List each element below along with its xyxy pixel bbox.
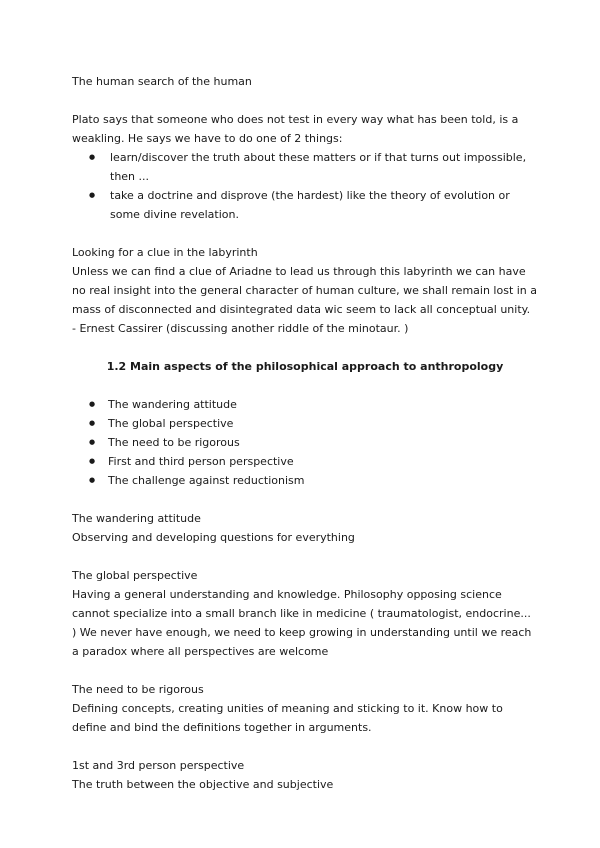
plato-list	[72, 148, 538, 224]
rigorous-section	[72, 680, 538, 737]
cassirer-attribution: - Ernest Cassirer (discussing another riddle of the minotaur. )	[72, 322, 409, 335]
list-item: ● First and third person perspective	[72, 452, 538, 471]
global-section	[72, 566, 538, 661]
person-heading: 1st and 3rd person perspective	[72, 759, 245, 772]
list-item: ● The need to be rigorous	[72, 433, 538, 452]
wandering-text: Observing and developing questions for everything	[72, 531, 355, 544]
list-item: ● learn/discover the truth about these matters or if that turns out impossible, then ...	[72, 148, 538, 186]
list-item: ● The challenge against reductionism	[72, 471, 538, 490]
rigorous-heading: The need to be rigorous	[72, 683, 204, 696]
person-section	[72, 756, 538, 794]
document-page	[72, 72, 538, 794]
wandering-heading: The wandering attitude	[72, 512, 201, 525]
aspects-list	[72, 395, 538, 490]
doc-title: The human search of the human	[72, 75, 252, 88]
cassirer-quote: Unless we can find a clue of Ariadne to lead us through this labyrinth we can have no real insight into the general character of human culture, we shall remain lost in a mass of disconnected and disintegrated data wic seem to lack all conceptual unity.	[72, 265, 538, 316]
section-heading: 1.2 Main aspects of the philosophical approach to anthropology	[106, 360, 504, 373]
list-item: ● take a doctrine and disprove (the hardest) like the theory of evolution or some divine revelation.	[72, 186, 538, 224]
global-text: Having a general understanding and knowledge. Philosophy opposing science cannot specialize into a small branch like in medicine ( traumatologist, endocrine... ) We never have enough, we need to keep growing in understanding until we reach a paradox where all perspectives are welcome	[72, 588, 532, 658]
plato-intro: Plato says that someone who does not test in every way what has been told, is a weakling. He says we have to do one of 2 things:	[72, 113, 519, 145]
list-item: ● The wandering attitude	[72, 395, 538, 414]
person-text: The truth between the objective and subjective	[72, 778, 334, 791]
list-item: ● The global perspective	[72, 414, 538, 433]
rigorous-text: Defining concepts, creating unities of meaning and sticking to it. Know how to define and bind the definitions together in arguments.	[72, 702, 503, 734]
global-heading: The global perspective	[72, 569, 198, 582]
wandering-section	[72, 509, 538, 547]
labyrinth-heading: Looking for a clue in the labyrinth	[72, 246, 258, 259]
